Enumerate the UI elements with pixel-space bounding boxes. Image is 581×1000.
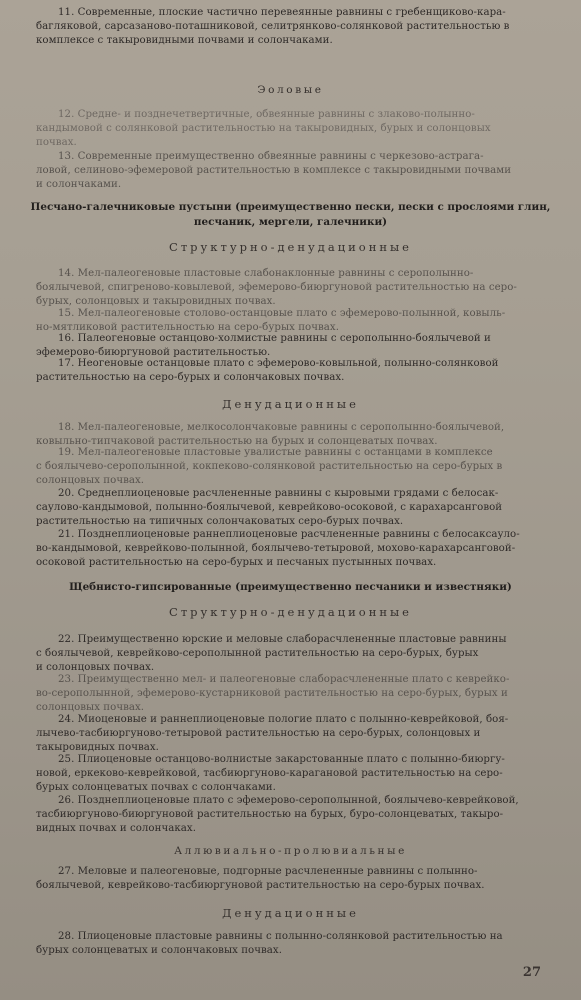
line: эфемерово-биюргуновой растительностью.	[36, 347, 271, 359]
line: во-серополынной, эфемерово-кустарниковой растительностью на серо-бурых, бурых и	[36, 688, 508, 700]
line: 13. Современные преимущественно обвеянные равнины с черкезово-астрага-	[58, 151, 484, 162]
line: кандымовой с солянковой растительностью на такыровидных, бурых и солонцовых	[36, 123, 491, 135]
line: 20. Среднеплиоценовые расчлененные равнины с кыровыми грядами с белосак-	[58, 488, 499, 499]
line: саулово-кандымовой, полынно-боялычевой, кеврейково-осоковой, с карахарсанговой	[36, 502, 503, 514]
line: во-кандымовой, кеврейково-полынной, боялычево-тетыровой, мохово-карахарсанговой-	[36, 543, 516, 555]
section-heading-denudation: Денудационные	[222, 397, 359, 411]
section-heading-denudation-2: Денудационные	[222, 906, 359, 920]
line: боялычевой, спигреново-ковылевой, эфемерово-биюргуновой растительностью на серо-	[36, 282, 517, 294]
line: 28. Плиоценовые пластовые равнины с полынно-солянковой растительностью на	[58, 931, 503, 942]
section-heading-structural-denudation: Структурно-денудационные	[169, 240, 412, 254]
section-heading-rubble-gypsum	[0, 580, 581, 595]
item-13	[36, 150, 544, 193]
line: тасбиюргуново-биюргуновой растительностью на бурых, буро-солонцеватых, такыро-	[36, 809, 504, 821]
section-heading-sandy-gravel	[0, 200, 581, 229]
section-heading-structural-denudation-2: Структурно-денудационные	[169, 605, 412, 619]
line: новой, еркеково-кеврейковой, тасбиюргуново-карагановой растительностью на серо-	[36, 768, 503, 780]
line: бурых солонцеватых и солончаковых почвах.	[36, 945, 282, 957]
section-heading-eolian: Эоловые	[257, 84, 324, 96]
item-28	[36, 930, 544, 958]
line: 19. Мел-палеогеновые пластовые увалистые равнины с останцами в комплексе	[58, 447, 493, 458]
line: но-мятликовой растительностью на серо-бурых почвах.	[36, 322, 340, 334]
heading-line: Песчано-галечниковые пустыни (преимущественно пески, пески с прослоями глин,	[30, 201, 551, 213]
line: растительностью на серо-бурых и солончаковых почвах.	[36, 372, 345, 384]
line: почвах.	[36, 137, 77, 149]
item-26	[36, 794, 544, 837]
line: 24. Миоценовые и раннеплиоценовые пологие плато с полынно-кеврейковой, боя-	[58, 714, 509, 725]
line: 11. Современные, плоские частично перевеянные равнины с гребенщиково-кара-	[58, 7, 506, 18]
line: комплексе с такыровидными почвами и солончаками.	[36, 35, 333, 47]
line: 23. Преимущественно мел- и палеогеновые слаборасчлененные плато с кеврейко-	[58, 674, 510, 685]
line: 26. Позднеплиоценовые плато с эфемерово-серополынной, боялычево-кеврейковой,	[58, 795, 519, 806]
line: 22. Преимущественно юрские и меловые слаборасчлененные пластовые равнины	[58, 634, 507, 645]
line: 25. Плиоценовые останцово-волнистые закарстованные плато с полынно-биюргу-	[58, 754, 505, 765]
item-11	[36, 6, 544, 49]
line: багляковой, сарсазаново-поташниковой, селитрянково-солянковой растительностью в	[36, 21, 510, 33]
line: и солончаками.	[36, 179, 122, 191]
line: с боялычевой, кеврейково-серополынной растительностью на серо-бурых, бурых	[36, 648, 479, 660]
line: видных почвах и солончаках.	[36, 823, 196, 835]
item-12	[36, 108, 544, 151]
line: 27. Меловые и палеогеновые, подгорные расчлененные равнины с полынно-	[58, 866, 478, 877]
item-14	[36, 267, 544, 310]
item-23	[36, 673, 544, 716]
line: лычево-тасбиюргуново-тетыровой растительностью на серо-бурых, солонцовых и	[36, 728, 481, 740]
line: ловой, селиново-эфемеровой растительностью в комплексе с такыровидными почвами	[36, 165, 512, 177]
item-17	[36, 357, 544, 385]
line: осоковой растительностью на серо-бурых и песчаных пустынных почвах.	[36, 557, 437, 569]
line: 17. Неогеновые останцовые плато с эфемерово-ковыльной, полынно-солянковой	[58, 358, 499, 369]
item-21	[36, 528, 544, 571]
section-heading-alluvial-proluvial: Аллювиально-пролювиальные	[174, 845, 407, 857]
line: с боялычево-серополынной, кокпеково-солянковой растительностью на серо-бурых в	[36, 461, 503, 473]
heading-line: Щебнисто-гипсированные (преимущественно песчаники и известняки)	[69, 581, 512, 593]
line: растительностью на типичных солончаковатых серо-бурых почвах.	[36, 516, 404, 528]
line: 14. Мел-палеогеновые пластовые слабонаклонные равнины с серополынно-	[58, 268, 474, 279]
line: 18. Мел-палеогеновые, мелкосолончаковые равнины с серополынно-боялычевой,	[58, 422, 505, 433]
page-number: 27	[522, 965, 541, 980]
line: ковыльно-типчаковой растительностью на бурых и солонцеватых почвах.	[36, 436, 438, 448]
line: боялычевой, кеврейково-тасбиюргуновой растительностью на серо-бурых почвах.	[36, 880, 485, 892]
heading-line: песчаник, мергели, галечники)	[193, 215, 388, 228]
line: такыровидных почвах.	[36, 742, 159, 754]
item-27	[36, 865, 544, 893]
item-19	[36, 446, 544, 489]
line: солонцовых почвах.	[36, 702, 145, 714]
line: бурых, солонцовых и такыровидных почвах.	[36, 296, 276, 308]
line: солонцовых почвах.	[36, 475, 145, 487]
item-22	[36, 633, 544, 676]
line: 16. Палеогеновые останцово-холмистые равнины с серополынно-боялычевой и	[58, 333, 491, 344]
item-24	[36, 713, 544, 756]
line: и солонцовых почвах.	[36, 662, 155, 674]
line: 15. Мел-палеогеновые столово-останцовые плато с эфемерово-полынной, ковыль-	[58, 308, 506, 319]
line: 12. Средне- и позднечетвертичные, обвеянные равнины с злаково-полынно-	[58, 109, 475, 120]
line: 21. Позднеплиоценовые раннеплиоценовые расчлененные равнины с белосаксауло-	[58, 529, 520, 540]
item-25	[36, 753, 544, 796]
item-20	[36, 487, 544, 530]
line: бурых солонцеватых почвах с солончаками.	[36, 782, 276, 794]
